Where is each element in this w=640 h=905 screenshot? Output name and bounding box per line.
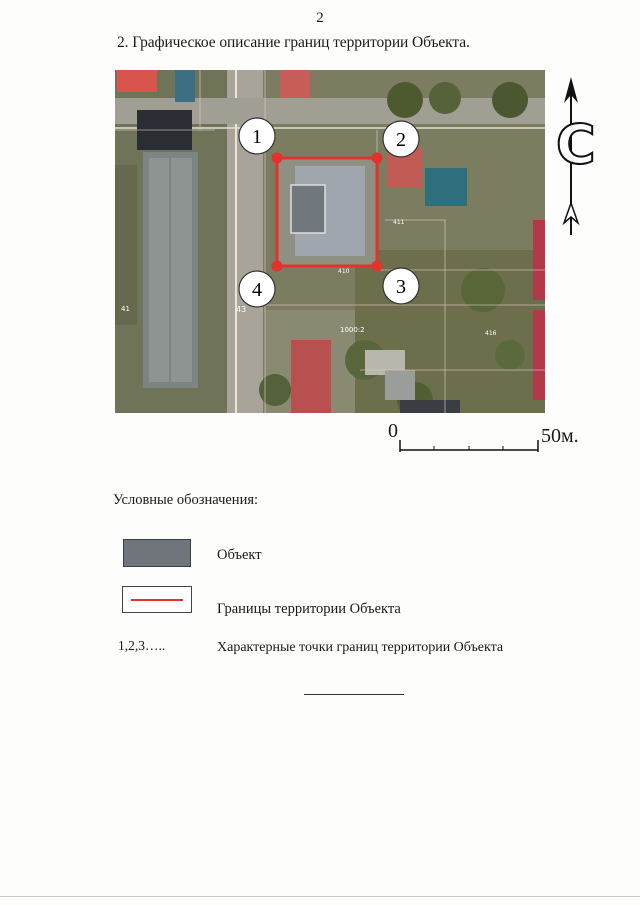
legend-points-key: 1,2,3…..: [118, 638, 166, 653]
section-heading: 2. Графическое описание границ территории Объекта.: [117, 34, 470, 51]
parcel-label: 43: [236, 305, 247, 314]
parcel-label: 41: [121, 305, 130, 313]
point-label-3: 3: [396, 276, 406, 298]
parcel-label: 410: [338, 268, 350, 275]
legend-boundary-label: Границы территории Объекта: [217, 601, 401, 617]
bottom-rule: [0, 896, 640, 897]
parcel-label: 411: [393, 219, 405, 226]
scale-max-label: 50м.: [541, 425, 579, 447]
legend-object-swatch: [123, 539, 191, 567]
signature-line: [304, 694, 404, 695]
legend-object-label: Объект: [217, 547, 262, 563]
parcel-label: 1000:2: [340, 326, 365, 334]
scale-zero-label: 0: [388, 420, 398, 442]
legend-points-label: Характерные точки границ территории Объекта: [217, 640, 504, 655]
page-number: 2: [316, 10, 324, 26]
legend-title: Условные обозначения:: [113, 492, 259, 508]
point-label-1: 1: [252, 126, 262, 148]
point-label-4: 4: [252, 279, 262, 301]
point-label-2: 2: [396, 129, 406, 151]
legend-boundary-swatch: [122, 586, 192, 613]
parcel-label: 416: [485, 330, 497, 337]
north-letter: С: [556, 113, 596, 176]
